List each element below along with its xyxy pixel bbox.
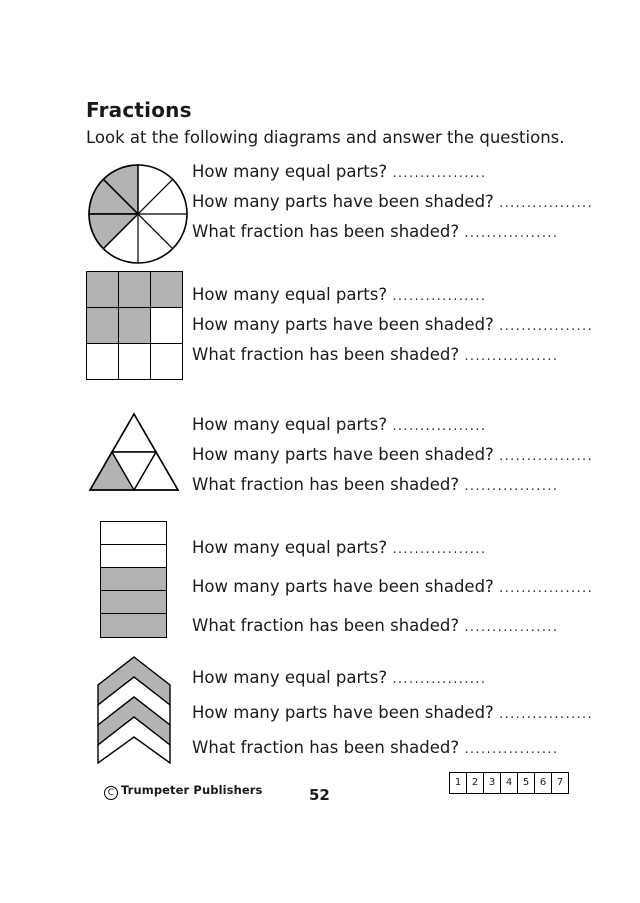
grid-cell	[118, 271, 151, 308]
grid-cell	[118, 307, 151, 344]
bar-stack	[100, 521, 166, 637]
question-text: How many parts have been shaded?	[192, 703, 494, 722]
grid-cell	[86, 343, 119, 380]
question-line	[192, 445, 593, 464]
bar-segment	[100, 567, 167, 591]
question-text: What fraction has been shaded?	[192, 345, 460, 364]
question-text: How many parts have been shaded?	[192, 315, 494, 334]
question-group-2	[192, 285, 593, 375]
question-line	[192, 668, 593, 687]
answer-blank[interactable]: .................	[464, 620, 559, 635]
question-group-5	[192, 668, 593, 768]
page-number: 52	[309, 786, 330, 804]
answer-blank[interactable]: .................	[392, 672, 487, 687]
bar-segment	[100, 521, 167, 545]
question-line	[192, 192, 593, 211]
grid-cell	[150, 307, 183, 344]
question-line	[192, 162, 593, 181]
question-text: How many parts have been shaded?	[192, 445, 494, 464]
question-group-3	[192, 415, 593, 505]
question-text: How many equal parts?	[192, 415, 388, 434]
answer-blank[interactable]: .................	[464, 742, 559, 757]
question-text: How many equal parts?	[192, 162, 388, 181]
answer-blank[interactable]: .................	[464, 226, 559, 241]
instruction-text: Look at the following diagrams and answer the questions.	[86, 128, 565, 147]
question-line	[192, 415, 593, 434]
question-text: What fraction has been shaded?	[192, 475, 460, 494]
question-line	[192, 616, 593, 635]
number-strip-cell: 7	[556, 777, 564, 788]
number-strip	[449, 772, 569, 794]
copyright-icon: C	[104, 786, 118, 800]
bar-segment	[100, 613, 167, 637]
question-line	[192, 538, 593, 557]
figure-circle-eighths	[86, 162, 190, 270]
answer-blank[interactable]: .................	[392, 419, 487, 434]
figure-vertical-bars-fifths	[100, 521, 166, 637]
question-group-1	[192, 162, 593, 252]
grid-3x3	[86, 271, 182, 379]
number-strip-cell: 5	[518, 773, 535, 793]
answer-blank[interactable]: .................	[499, 449, 594, 464]
grid-cell	[150, 343, 183, 380]
question-text: How many equal parts?	[192, 538, 388, 557]
question-text: How many equal parts?	[192, 285, 388, 304]
question-line	[192, 475, 593, 494]
question-text: How many parts have been shaded?	[192, 577, 494, 596]
answer-blank[interactable]: .................	[499, 707, 594, 722]
number-strip-cell: 4	[501, 773, 518, 793]
grid-cell	[118, 343, 151, 380]
question-line	[192, 577, 593, 596]
grid-cell	[86, 271, 119, 308]
grid-cell	[150, 271, 183, 308]
question-line	[192, 345, 593, 364]
question-line	[192, 703, 593, 722]
answer-blank[interactable]: .................	[392, 289, 487, 304]
question-text: How many parts have been shaded?	[192, 192, 494, 211]
question-text: What fraction has been shaded?	[192, 222, 460, 241]
question-group-4	[192, 538, 593, 646]
answer-blank[interactable]: .................	[392, 166, 487, 181]
number-strip-cell: 6	[535, 773, 552, 793]
answer-blank[interactable]: .................	[499, 196, 594, 211]
question-text: How many equal parts?	[192, 668, 388, 687]
answer-blank[interactable]: .................	[464, 349, 559, 364]
question-line	[192, 285, 593, 304]
answer-blank[interactable]: .................	[392, 542, 487, 557]
number-strip-cell: 3	[484, 773, 501, 793]
page-title: Fractions	[86, 98, 192, 122]
answer-blank[interactable]: .................	[499, 319, 594, 334]
answer-blank[interactable]: .................	[499, 581, 594, 596]
question-line	[192, 738, 593, 757]
question-line	[192, 222, 593, 241]
question-text: What fraction has been shaded?	[192, 616, 460, 635]
copyright-notice	[104, 783, 263, 800]
number-strip-cell: 2	[467, 773, 484, 793]
answer-blank[interactable]: .................	[464, 479, 559, 494]
bar-segment	[100, 544, 167, 568]
publisher-name: Trumpeter Publishers	[121, 783, 263, 797]
grid-cell	[86, 307, 119, 344]
question-line	[192, 315, 593, 334]
number-strip-cell: 1	[450, 773, 467, 793]
figure-triangle-quarters	[86, 406, 182, 498]
bar-segment	[100, 590, 167, 614]
question-text: What fraction has been shaded?	[192, 738, 460, 757]
figure-chevron-stack	[96, 655, 172, 769]
figure-square-grid-ninths	[86, 271, 182, 379]
